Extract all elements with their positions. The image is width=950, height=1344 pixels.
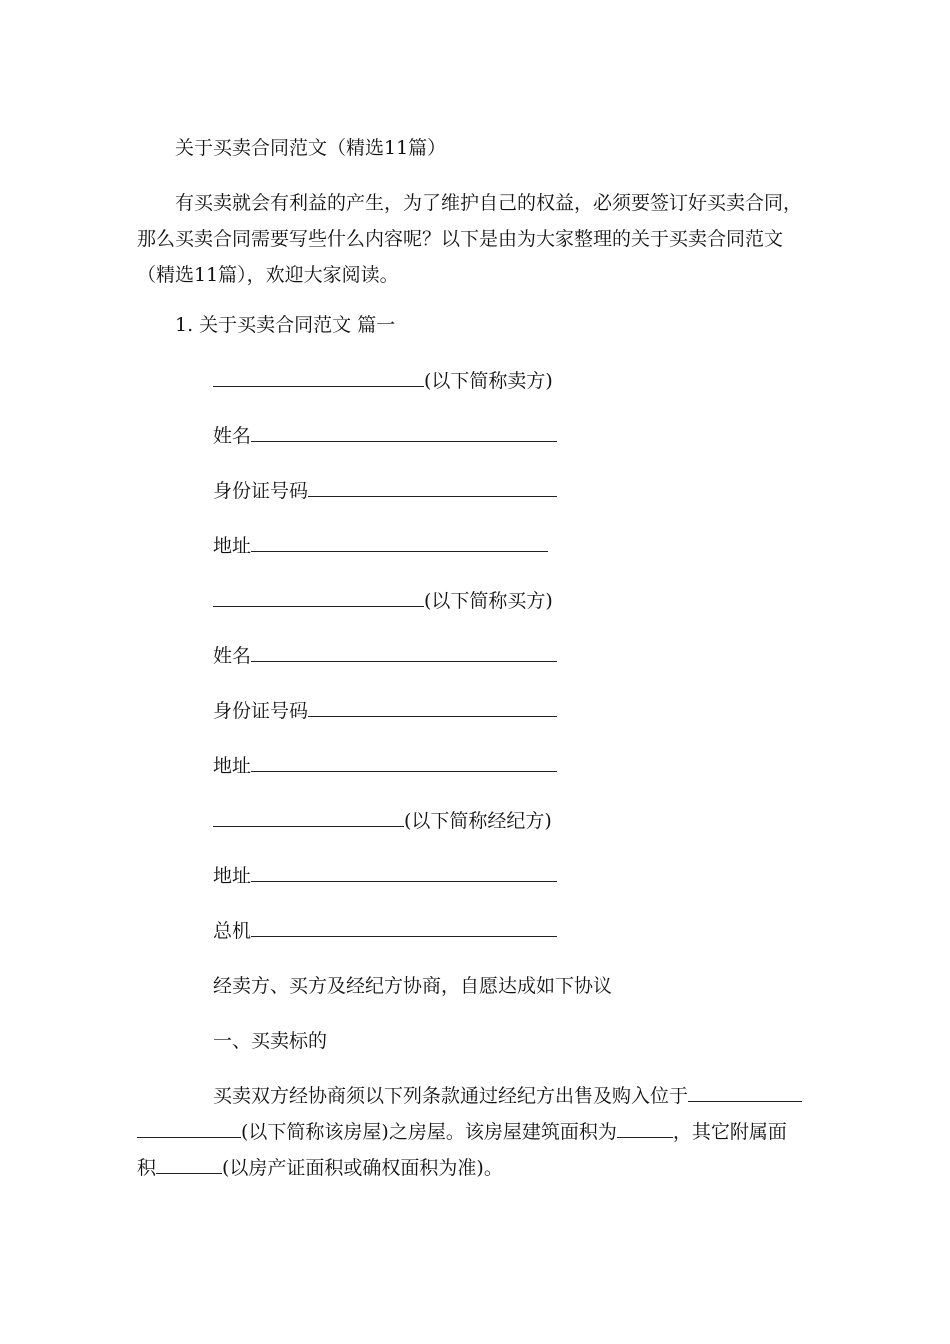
seller-name-field: [251, 423, 557, 442]
seller-name-blank: [213, 368, 424, 387]
broker-role-suffix: (以下简称经纪方): [404, 810, 552, 832]
seller-role-line: [213, 368, 553, 394]
intro-line-1: 有买卖就会有利益的产生，为了维护自己的权益，必须要签订好买卖合同，: [175, 192, 803, 214]
broker-address-label: 地址: [213, 865, 252, 887]
seller-id-line: [213, 478, 557, 504]
seller-address-field: [251, 533, 548, 552]
broker-role-line: [213, 808, 552, 834]
buyer-role-suffix: (以下简称买方): [424, 590, 553, 612]
broker-address-field: [251, 863, 557, 882]
seller-id-label: 身份证号码: [213, 480, 309, 502]
clause1-text-part2: (以下简称该房屋)之房屋。该房屋建筑面积为: [241, 1121, 617, 1143]
buyer-name-line: [213, 643, 557, 669]
clause1-heading: 一、买卖标的: [213, 1030, 328, 1052]
buyer-id-line: [213, 698, 557, 724]
clause1-text-part1: 买卖双方经协商须以下列条款通过经纪方出售及购入位于: [213, 1085, 689, 1107]
seller-role-suffix: (以下简称卖方): [424, 370, 553, 392]
seller-name-label: 姓名: [213, 425, 252, 447]
buyer-role-line: [213, 588, 553, 614]
attached-area-blank: [156, 1155, 222, 1174]
section-title: 1. 关于买卖合同范文 篇一: [175, 314, 396, 336]
seller-id-field: [308, 478, 557, 497]
broker-phone-field: [251, 918, 557, 937]
clause1-line-1: [213, 1083, 802, 1109]
buyer-id-label: 身份证号码: [213, 700, 309, 722]
buyer-address-label: 地址: [213, 755, 252, 777]
intro-line-2: 那么买卖合同需要写些什么内容呢？以下是由为大家整理的关于买卖合同范文: [137, 228, 784, 250]
clause1-text-part3: ，其它附属面: [672, 1121, 787, 1143]
broker-phone-label: 总机: [213, 920, 252, 942]
seller-address-line: [213, 533, 548, 559]
seller-name-line: [213, 423, 557, 449]
clause1-text-part5: (以房产证面积或确权面积为准)。: [222, 1157, 503, 1179]
clause1-text-part4: 积: [137, 1157, 157, 1179]
document-title: 关于买卖合同范文（精选11篇）: [175, 137, 447, 159]
buyer-name-field: [251, 643, 557, 662]
clause1-line-3: [137, 1155, 503, 1181]
intro-line-3: （精选11篇），欢迎大家阅读。: [137, 264, 399, 286]
buyer-name-label: 姓名: [213, 645, 252, 667]
location-blank-1: [688, 1083, 802, 1102]
buyer-name-blank: [213, 588, 424, 607]
broker-address-line: [213, 863, 557, 889]
clause1-line-2: [137, 1119, 787, 1145]
broker-phone-line: [213, 918, 557, 944]
seller-address-label: 地址: [213, 535, 252, 557]
location-blank-2: [137, 1119, 241, 1138]
buyer-address-line: [213, 753, 557, 779]
buyer-id-field: [308, 698, 557, 717]
buyer-address-field: [251, 753, 557, 772]
agreement-statement: 经卖方、买方及经纪方协商，自愿达成如下协议: [213, 975, 613, 997]
broker-name-blank: [213, 808, 404, 827]
area-blank: [617, 1119, 673, 1138]
